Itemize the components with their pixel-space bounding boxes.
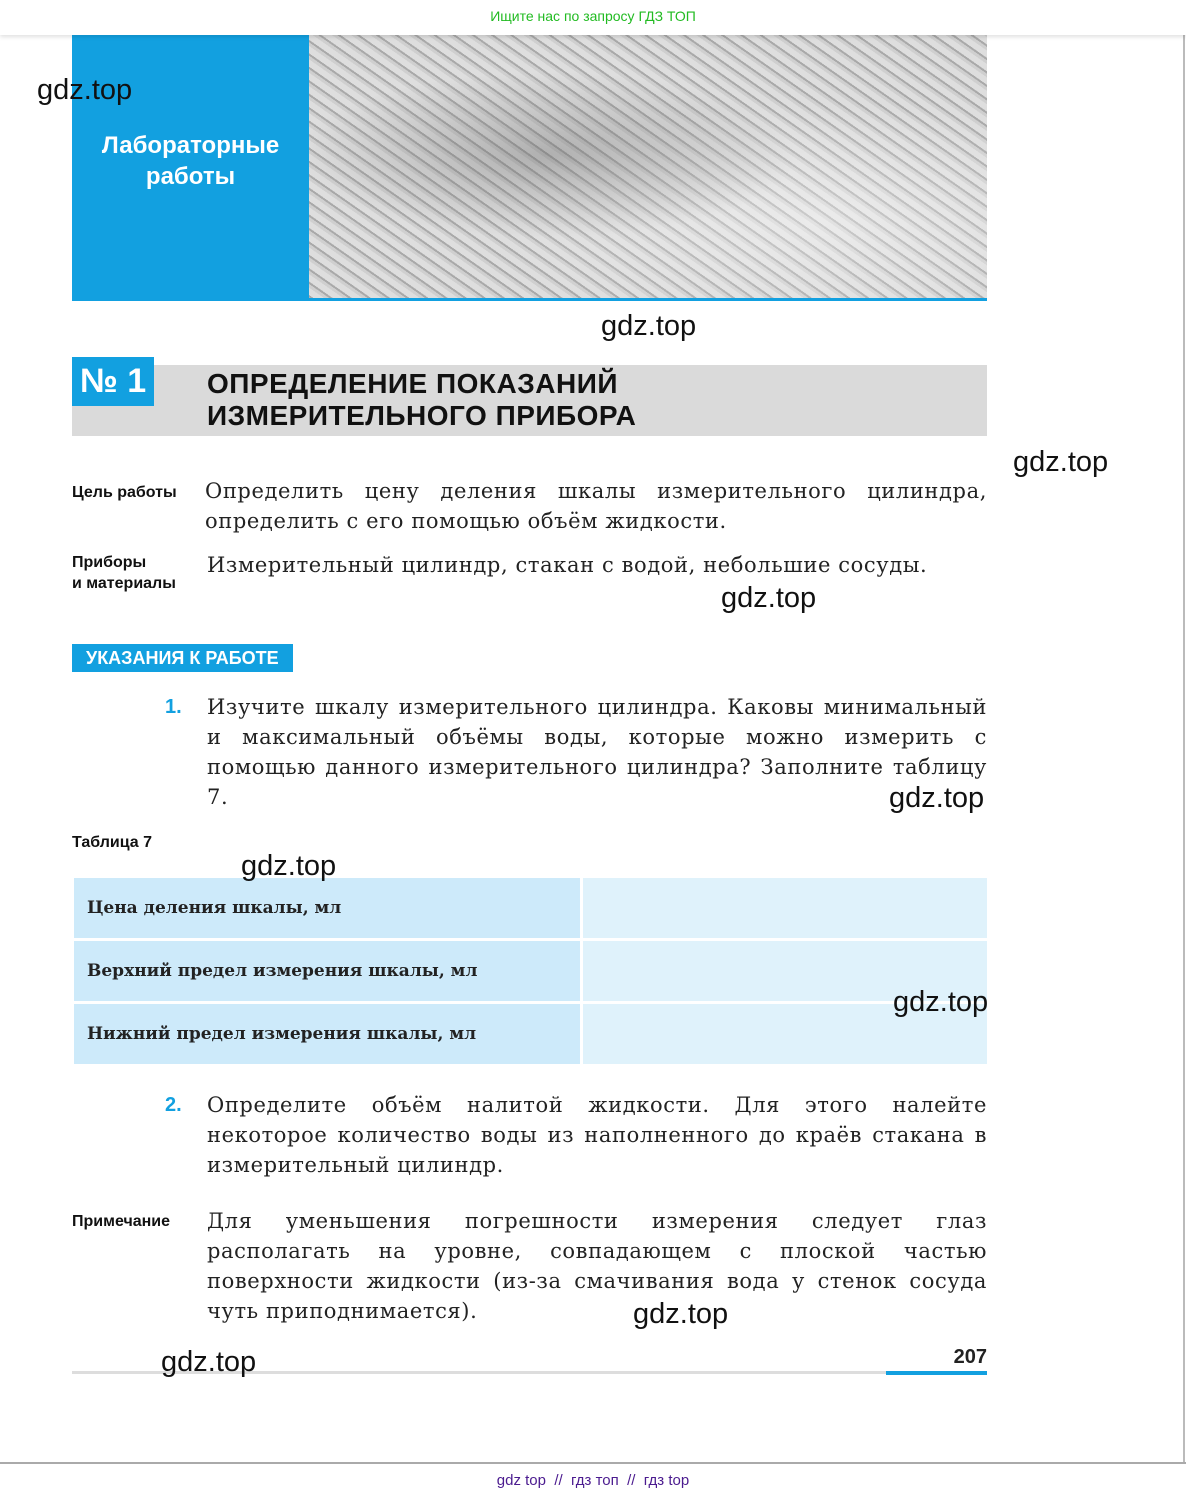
table-cell-label: Верхний предел измерения шкалы, мл [74,941,580,1001]
table-7 [74,878,987,1067]
lab-title-line: ИЗМЕРИТЕЛЬНОГО ПРИБОРА [207,400,637,431]
footer-links[interactable]: gdz top // гдз топ // гдз top [496,1472,690,1489]
goal-label: Цель работы [72,484,177,501]
page-number-accent [886,1371,987,1375]
search-hint-text: Ищите нас по запросу ГДЗ ТОП [490,8,696,24]
watermark: gdz.top [1013,446,1109,478]
equipment-label-line: и материалы [72,575,176,592]
step-number: 2. [165,1094,182,1116]
watermark: gdz.top [37,74,133,106]
lab-title-line: ОПРЕДЕЛЕНИЕ ПОКАЗАНИЙ [207,368,618,399]
table-cell-value[interactable] [583,878,987,938]
instructions-heading: УКАЗАНИЯ К РАБОТЕ [72,644,293,672]
search-hint-bar [0,0,1186,35]
equipment-label-line: Приборы [72,554,147,571]
divider [72,298,987,301]
watermark: gdz.top [633,1298,729,1330]
watermark: gdz.top [241,850,337,882]
footer-divider [0,1462,1186,1464]
banner-title-line: работы [145,163,236,190]
lab-title [207,368,636,432]
watermark: gdz.top [601,310,697,342]
step-text: Определите объём налитой жидкости. Для этого налейте некоторое количество воды из наполненного до краёв стакана в измерительный цилиндр. [207,1093,987,1177]
table-cell-label: Нижний предел измерения шкалы, мл [74,1004,580,1064]
table-row [74,1004,987,1064]
banner-title-line: Лабораторные [101,132,280,159]
page-border [1183,35,1185,1463]
banner-engraving-image [309,35,987,301]
equipment-text: Измерительный цилиндр, стакан с водой, небольшие сосуды. [207,553,928,577]
table-row [74,941,987,1001]
note-text: Для уменьшения погрешности измерения следует глаз располагать на уровне, совпадающем с плоской частью поверхности жидкости (из-за смачивания вода у стенок сосуда чуть приподнимается). [207,1209,987,1323]
table-cell-label: Цена деления шкалы, мл [74,878,580,938]
table-row [74,878,987,938]
watermark: gdz.top [161,1346,257,1378]
watermark: gdz.top [889,782,985,814]
watermark: gdz.top [721,582,817,614]
page-number: 207 [953,1346,987,1368]
watermark: gdz.top [893,986,989,1018]
note-label: Примечание [72,1213,171,1230]
step-number: 1. [165,696,182,718]
equipment-label [72,552,176,594]
table-caption: Таблица 7 [72,834,153,851]
goal-text: Определить цену деления шкалы измерительного цилиндра, определить с его помощью объём жидкости. [205,479,987,533]
banner-title [72,130,309,192]
lab-number-badge: № 1 [72,357,154,406]
step-text: Изучите шкалу измерительного цилиндра. Каковы минимальный и максимальный объёмы воды, которые можно измерить с помощью данного измерительного цилиндра? Заполните таблицу 7. [207,695,987,809]
